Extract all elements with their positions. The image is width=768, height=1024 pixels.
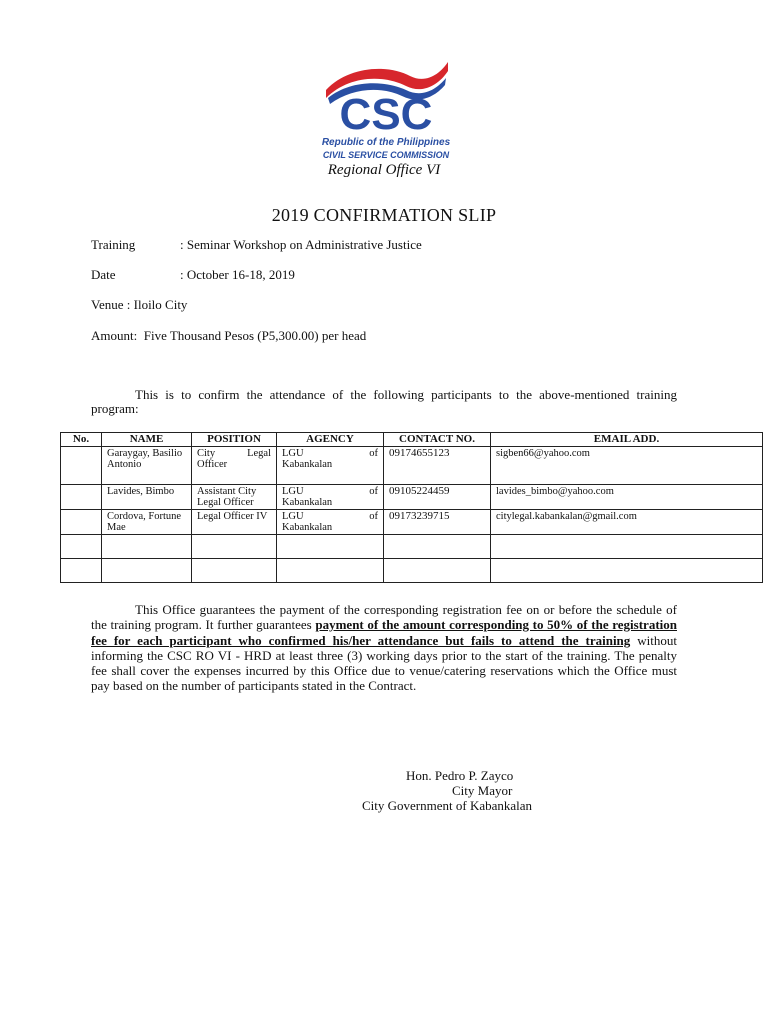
guarantee-text-3: without informing the CSC RO VI - HRD at least three (3) working days prior to the start of the training. The penalty fee shall cover the expenses incurred by this Office due to venue/catering reservations which the Office must pay based on the number of participants stated in the Contract.	[91, 632, 677, 694]
row-no	[61, 485, 102, 510]
row-contact: 09174655123	[384, 447, 491, 485]
header-name: NAME	[102, 433, 192, 447]
logo-csc-text: CSC	[339, 90, 433, 139]
date-value: October 16-18, 2019	[186, 267, 295, 282]
regional-office-label: Regional Office VI	[327, 162, 441, 178]
row-name: Lavides, Bimbo	[102, 485, 192, 510]
amount-field	[91, 328, 366, 344]
row-agency: LGU of Kabankalan	[277, 447, 384, 485]
logo-republic-text: Republic of the Philippines	[321, 137, 451, 148]
amount-label: Amount:	[91, 328, 138, 343]
row-position: Legal Officer IV	[192, 510, 277, 535]
row-email: sigben66@yahoo.com	[491, 447, 763, 485]
date-label: Date	[91, 267, 116, 282]
csc-logo	[318, 58, 454, 164]
row-agency: LGU of Kabankalan	[277, 485, 384, 510]
training-separator: :	[180, 237, 187, 252]
row-position	[192, 559, 277, 583]
row-email	[491, 535, 763, 559]
table-row	[61, 559, 763, 583]
row-name: Cordova, Fortune Mae	[102, 510, 192, 535]
date-field	[91, 267, 295, 283]
document-title: 2019 CONFIRMATION SLIP	[271, 205, 497, 225]
venue-value: Iloilo City	[133, 297, 188, 312]
row-contact	[384, 535, 491, 559]
row-email: citylegal.kabankalan@gmail.com	[491, 510, 763, 535]
training-label: Training	[91, 237, 136, 252]
training-field	[91, 237, 422, 253]
signatory-name: Hon. Pedro P. Zayco	[406, 768, 514, 783]
row-no	[61, 535, 102, 559]
row-name	[102, 559, 192, 583]
venue-separator: :	[123, 297, 134, 312]
row-contact: 09173239715	[384, 510, 491, 535]
logo-commission-text: CIVIL SERVICE COMMISSION	[322, 150, 450, 160]
signatory-office: City Government of Kabankalan	[362, 798, 533, 813]
signatory-position: City Mayor	[452, 783, 513, 798]
venue-label: Venue	[91, 297, 124, 312]
row-contact	[384, 559, 491, 583]
table-header-row	[61, 433, 763, 447]
row-name	[102, 535, 192, 559]
guarantee-penalty-clause: payment of the amount corresponding to 50% of the registration fee for each participant who confirmed his/her attendance but fails to attend the training	[91, 617, 677, 648]
participants-table	[60, 432, 763, 583]
row-contact: 09105224459	[384, 485, 491, 510]
row-email: lavides_bimbo@yahoo.com	[491, 485, 763, 510]
row-email	[491, 559, 763, 583]
row-no	[61, 447, 102, 485]
table-row	[61, 485, 763, 510]
table-row	[61, 535, 763, 559]
row-agency: LGU of Kabankalan	[277, 510, 384, 535]
table-row	[61, 510, 763, 535]
training-value: Seminar Workshop on Administrative Justice	[186, 237, 422, 252]
guarantee-paragraph	[91, 602, 677, 694]
amount-value: Five Thousand Pesos (P5,300.00) per head	[143, 328, 367, 343]
venue-field	[91, 297, 187, 313]
intro-paragraph: This is to confirm the attendance of the following participants to the above-mentioned training program:	[91, 387, 677, 416]
header-no: No.	[61, 433, 102, 447]
date-separator: :	[180, 267, 187, 282]
guarantee-text-1: This Office guarantees the payment of the corresponding registration fee on or before the schedule of the training program. It further guarantees	[91, 602, 677, 633]
table-row	[61, 447, 763, 485]
row-position: Assistant City Legal Officer	[192, 485, 277, 510]
header-agency: AGENCY	[277, 433, 384, 447]
row-no	[61, 510, 102, 535]
header-email: EMAIL ADD.	[491, 433, 763, 447]
row-name: Garaygay, Basilio Antonio	[102, 447, 192, 485]
row-position: City Legal Officer	[192, 447, 277, 485]
header-position: POSITION	[192, 433, 277, 447]
row-no	[61, 559, 102, 583]
row-position	[192, 535, 277, 559]
row-agency	[277, 535, 384, 559]
header-contact: CONTACT NO.	[384, 433, 491, 447]
row-agency	[277, 559, 384, 583]
